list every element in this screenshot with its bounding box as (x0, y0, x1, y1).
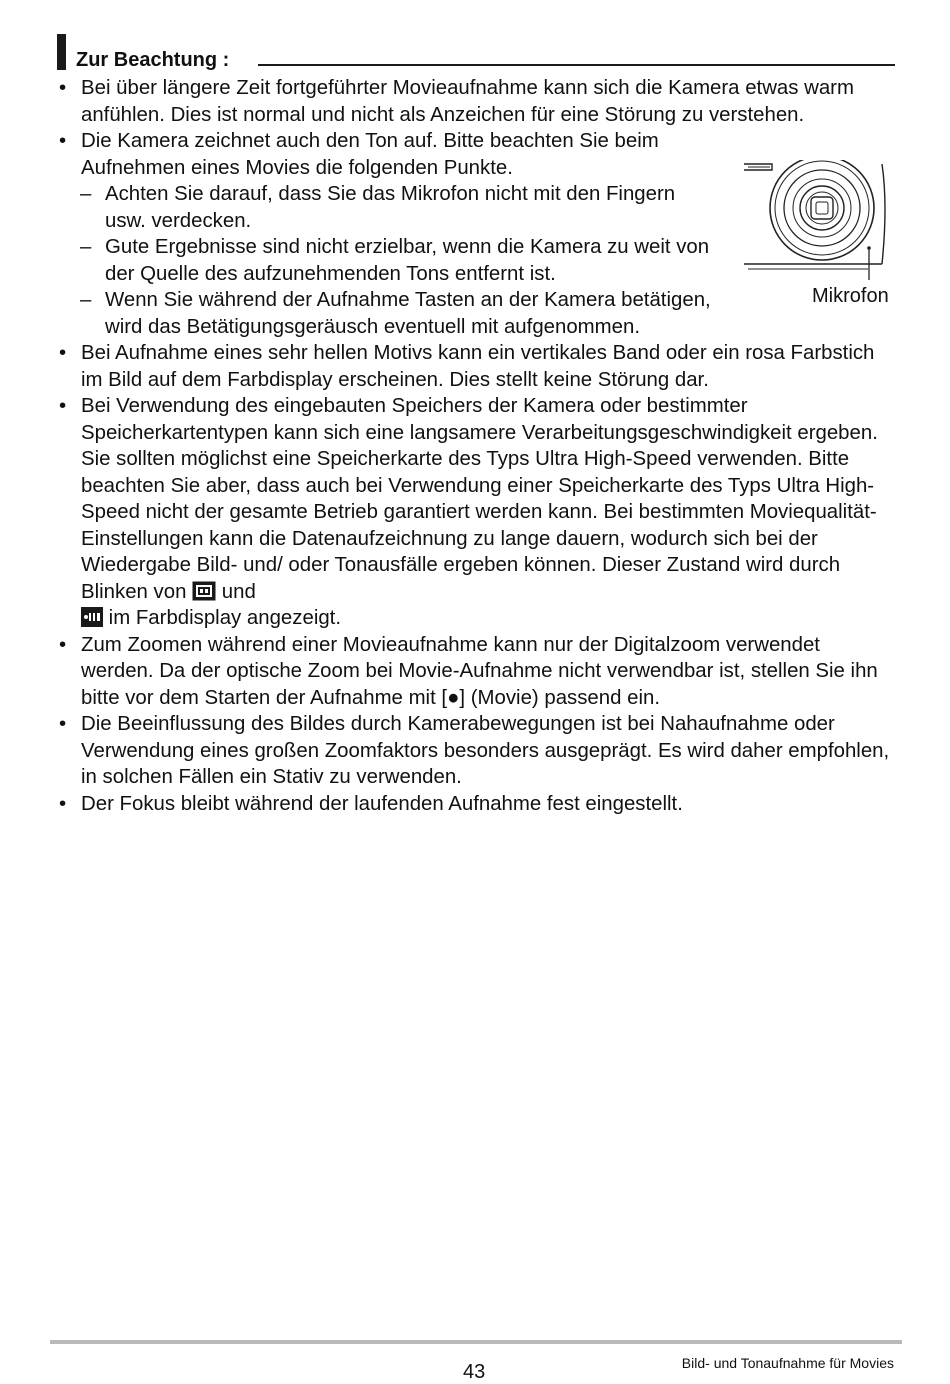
bullet-text: im Farbdisplay angezeigt. (108, 607, 342, 629)
bullet-item (56, 632, 896, 712)
bullet-text: Zum Zoomen während einer Movieaufnahme kann nur der Digitalzoom verwendet werden. Da der optische Zoom bei Movie-Aufnahme nicht verwendbar ist, stellen Sie ihn bitte vor dem Starten der Aufnahme mit [●] (Movie) passend ein. (81, 633, 878, 709)
heading-rule (258, 64, 895, 66)
bullet-marker: • (59, 342, 67, 364)
bullet-item (56, 393, 896, 632)
bullet-text: Bei über längere Zeit fortgeführter Movieaufnahme kann sich die Kamera etwas warm anfühlen. Dies ist normal und nicht als Anzeichen für eine Störung zu verstehen. (81, 77, 854, 126)
bullet-marker: • (59, 395, 67, 417)
bullet-text: Der Fokus bleibt während der laufenden Aufnahme fest eingestellt. (81, 792, 683, 815)
sub-text: Achten Sie darauf, dass Sie das Mikrofon nicht mit den Fingern usw. verdecken. (105, 183, 676, 232)
heading-title: Zur Beachtung : (76, 49, 230, 71)
bullet-text: Bei Verwendung des eingebauten Speichers der Kamera oder bestimmter Speicherkartentypen kann sich eine langsamere Verarbeitungsgeschwindigkeit ergeben. Sie sollten möglichst eine Speicherkarte des Typs Ultra High-Speed verwenden. Bitte beachten Sie aber, dass auch bei Verwendung einer Speicherkarte des Typs Ultra High-Speed nicht der gesamte Betrieb garantiert werden kann. Bei bestimmten Moviequalität-Einstellungen kann die Datenaufzeichnung zu lange dauern, wodurch sich bei der Wiedergabe Bild- und/ oder Tonausfälle ergeben können. Dieser Zustand wird durch Blinken von (81, 395, 878, 603)
bullet-marker: • (59, 792, 67, 815)
sub-item (56, 287, 718, 340)
camera-front-microphone-illustration (740, 160, 895, 280)
bullet-marker: • (59, 130, 67, 152)
sub-text: Gute Ergebnisse sind nicht erzielbar, wenn die Kamera zu weit von der Quelle des aufzunehmenden Tons entfernt ist. (105, 236, 710, 285)
bullet-item (56, 791, 896, 818)
bullet-marker: • (59, 633, 67, 656)
bullet-text: Die Kamera zeichnet auch den Ton auf. Bitte beachten Sie beim Aufnehmen eines Movies die folgenden Punkte. (81, 130, 659, 179)
bullet-item (56, 340, 896, 393)
dash-marker: – (80, 289, 92, 311)
bullet-text: Die Beeinflussung des Bildes durch Kamerabewegungen ist bei Nahaufnahme oder Verwendung eines großen Zoomfaktors besonders ausgeprägt. Es wird daher empfohlen, in solchen Fällen ein Stativ zu verwenden. (81, 713, 890, 788)
bullet-item (56, 75, 896, 128)
rec-icon (81, 607, 103, 627)
bullet-text: Bei Aufnahme eines sehr hellen Motivs kann ein vertikales Band oder ein rosa Farbstich im Bild auf dem Farbdisplay erscheinen. Dies stellt keine Störung dar. (81, 342, 875, 391)
memory-warning-icon (192, 581, 216, 601)
bullet-item (56, 711, 896, 791)
sub-item (56, 234, 718, 287)
bullet-text: und (221, 580, 256, 603)
microphone-figure (740, 160, 895, 310)
footer-rule (50, 1340, 902, 1344)
microphone-label: Mikrofon (812, 285, 889, 307)
sub-text: Wenn Sie während der Aufnahme Tasten an der Kamera betätigen, wird das Betätigungsgeräusch eventuell mit aufgenommen. (105, 289, 711, 338)
dash-marker: – (80, 183, 92, 205)
page-number: 43 (463, 1361, 486, 1383)
heading-bar (57, 34, 66, 70)
note-heading (57, 34, 895, 70)
sub-item (56, 181, 718, 234)
bullet-item (56, 128, 718, 181)
footer-section-title: Bild- und Tonaufnahme für Movies (681, 1355, 894, 1371)
bullet-marker: • (59, 713, 67, 735)
dash-marker: – (80, 236, 92, 258)
bullet-marker: • (59, 77, 67, 99)
